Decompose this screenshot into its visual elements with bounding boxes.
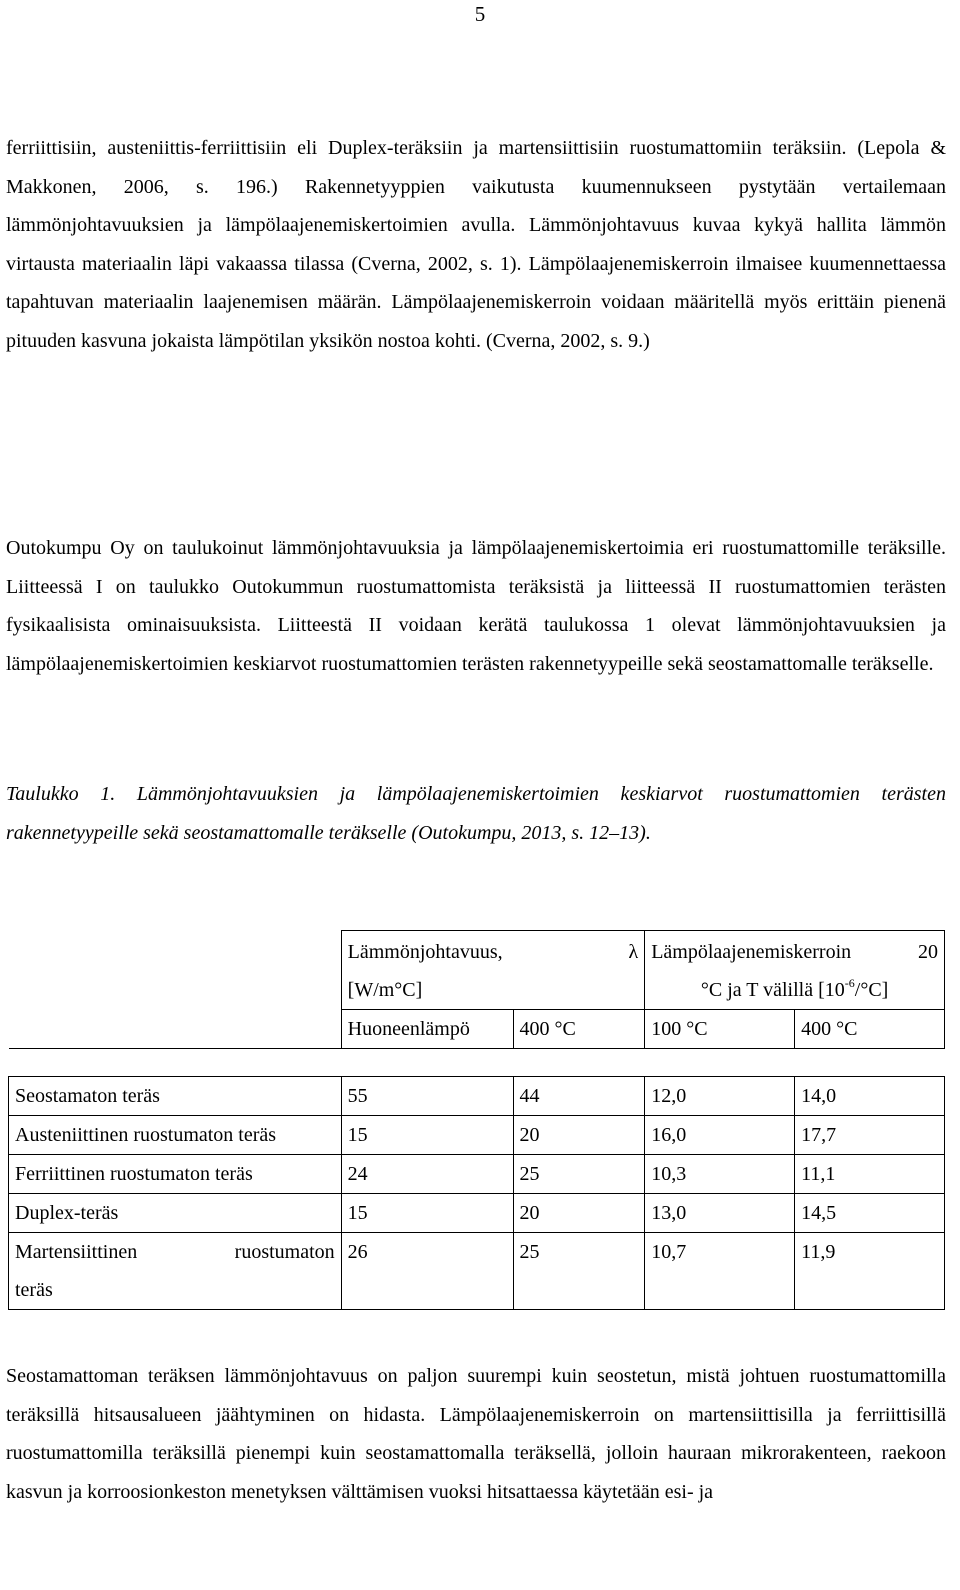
cell: 25 — [513, 1155, 645, 1194]
cell: 14,5 — [795, 1194, 945, 1233]
row-name: Seostamaton teräs — [9, 1077, 342, 1116]
table-spacer-row — [9, 1049, 945, 1077]
cell: 15 — [341, 1116, 513, 1155]
row-name: Ferriittinen ruostumaton teräs — [9, 1155, 342, 1194]
cell: 10,3 — [645, 1155, 795, 1194]
cell: 13,0 — [645, 1194, 795, 1233]
conductivity-header — [341, 931, 645, 1010]
table-header-row — [9, 931, 945, 1010]
subheader-room-temp: Huoneenlämpö — [341, 1010, 513, 1049]
row-name: Martensiittinen ruostumaton teräs — [9, 1233, 342, 1310]
cell: 11,9 — [795, 1233, 945, 1310]
cell: 12,0 — [645, 1077, 795, 1116]
paragraph-2: Outokumpu Oy on taulukoinut lämmönjohtavuuksia ja lämpölaajenemiskertoimia eri ruostumattomille teräksille. Liitteessä I on taulukko Outokummun ruostumattomista teräksistä ja liitteessä II ruostumattomien terästen fysikaalisista ominaisuuksista. Liitteestä II voidaan kerätä taulukossa 1 olevat lämmönjohtavuuksien ja lämpölaajenemiskertoimien keskiarvot ruostumattomien terästen rakennetyypeille sekä seostamattomalle teräkselle. — [6, 537, 946, 675]
subheader-400c-conductivity: 400 °C — [513, 1010, 645, 1049]
conductivity-label: Lämmönjohtavuus, — [347, 941, 503, 963]
table-caption: Taulukko 1. Lämmönjohtavuuksien ja lämpölaajenemiskertoimien keskiarvot ruostumattomien terästen rakennetyypeille sekä seostamattomalle teräkselle (Outokumpu, 2013, s. 12–13). — [6, 783, 946, 844]
cell: 26 — [341, 1233, 513, 1310]
cell: 15 — [341, 1194, 513, 1233]
conductivity-unit: [W/m°C] — [347, 979, 423, 1001]
paragraph-1: ferriittisiin, austeniittis-ferriittisiin eli Duplex-teräksiin ja martensiittisiin ruostumattomiin teräksiin. (Lepola & Makkonen, 2006, s. 196.) Rakennetyyppien vaikutusta kuumennukseen pystytään vertailemaan lämmönjohtavuuksien ja lämpölaajenemiskertoimien avulla. Lämmönjohtavuus kuvaa kykyä hallita lämmön virtausta materiaalin läpi vakaassa tilassa (Cverna, 2002, s. 1). Lämpölaajenemiskerroin ilmaisee kuumennettaessa tapahtuvan materiaalin laajenemisen määrän. Lämpölaajenemiskerroin voidaan määritellä myös erittäin pienenä pituuden kasvuna jokaista lämpötilan yksikön nostoa kohti. (Cverna, 2002, s. 9.) — [6, 137, 946, 352]
cell: 16,0 — [645, 1116, 795, 1155]
table-row — [9, 1116, 945, 1155]
cell: 55 — [341, 1077, 513, 1116]
table-row — [9, 1233, 945, 1310]
row-name: Duplex-teräs — [9, 1194, 342, 1233]
page-number: 5 — [474, 2, 486, 26]
table-row — [9, 1077, 945, 1116]
cell: 14,0 — [795, 1077, 945, 1116]
cell: 17,7 — [795, 1116, 945, 1155]
lambda-symbol: λ — [628, 941, 639, 963]
cell: 44 — [513, 1077, 645, 1116]
cell: 10,7 — [645, 1233, 795, 1310]
data-table — [8, 930, 945, 1310]
cell: 11,1 — [795, 1155, 945, 1194]
expansion-header — [645, 931, 945, 1010]
subheader-100c: 100 °C — [645, 1010, 795, 1049]
table-corner-cell — [9, 931, 342, 1049]
table-row — [9, 1194, 945, 1233]
paragraph-3: Seostamattoman teräksen lämmönjohtavuus on paljon suurempi kuin seostetun, mistä johtuen ruostumattomilla teräksillä hitsausalueen jäähtyminen on hidasta. Lämpölaajenemiskerroin on martensiittisilla ja ferriittisillä ruostumattomilla teräksillä pienempi kuin seostamattomalla teräksellä, jolloin hauraan mikrorakenteen, raekoon kasvun ja korroosionkeston menetyksen välttämisen vuoksi hitsattaessa käytetään esi- ja — [6, 1365, 946, 1503]
cell: 25 — [513, 1233, 645, 1310]
row-name: Austeniittinen ruostumaton teräs — [9, 1116, 342, 1155]
cell: 20 — [513, 1194, 645, 1233]
cell: 20 — [513, 1116, 645, 1155]
table-row — [9, 1155, 945, 1194]
expansion-unit: °C ja T välillä $[10^{-6}/^\circ C]$ — [700, 976, 889, 1001]
subheader-400c-expansion: 400 °C — [795, 1010, 945, 1049]
cell: 24 — [341, 1155, 513, 1194]
expansion-temp: 20 — [918, 941, 938, 963]
expansion-label: Lämpölaajenemiskerroin — [651, 941, 852, 963]
